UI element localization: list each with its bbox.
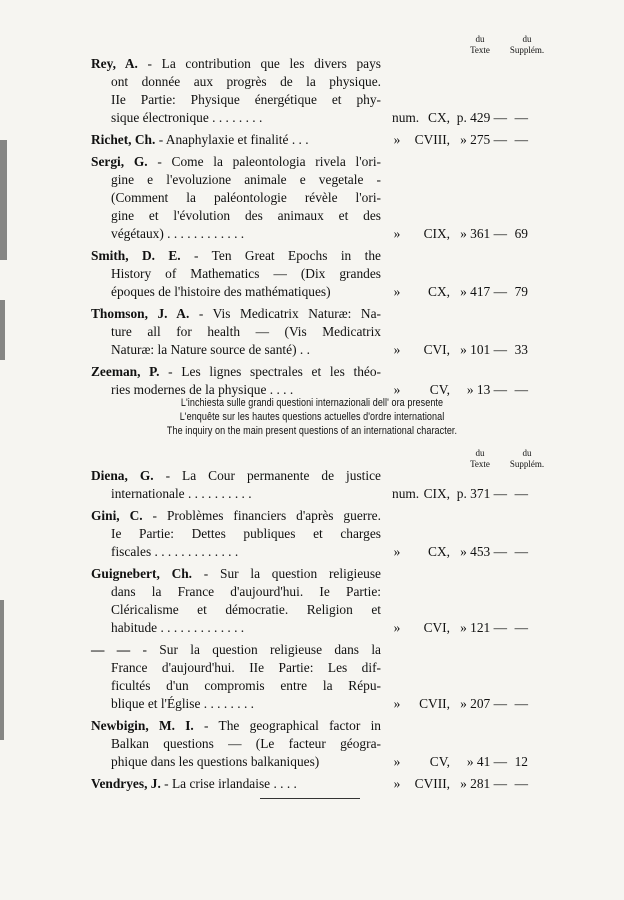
entry-line: France d'aujourd'hui. IIe Partie: Les dif-: [111, 660, 381, 675]
entry-line: ficultés d'un compromis entre la Répu-: [111, 678, 381, 693]
entry-line: Vendryes, J. - La crise irlandaise . . . .: [91, 776, 297, 791]
page-number: » 281 —: [460, 776, 507, 791]
author-name: Thomson, J. A.: [91, 306, 190, 321]
entry-line: (Comment la paléontologie révèle l'ori-: [111, 190, 381, 205]
author-name: Richet, Ch.: [91, 132, 156, 147]
entry-line: phique dans les questions balkaniques): [111, 754, 320, 769]
column-header-supplem-2: du Supplém.: [509, 448, 545, 469]
entry-line: Naturæ: la Nature source de santé) . .: [111, 342, 310, 357]
entry-line: Smith, D. E. - Ten Great Epochs in the: [91, 248, 381, 263]
author-name: — —: [91, 642, 131, 657]
scan-edge-artifact: [0, 600, 4, 740]
section-title-en: The inquiry on the main present questions of an international character.: [166, 425, 458, 437]
page-number: » 453 —: [460, 544, 507, 559]
page-number: » 275 —: [460, 132, 507, 147]
entry-line: habitude . . . . . . . . . . . . .: [111, 620, 245, 635]
volume-number: CX,: [428, 284, 450, 299]
volume-number: CIX,: [423, 486, 450, 501]
supplement-page: —: [514, 696, 528, 711]
entry-line: dans la France d'aujourd'hui. Ie Partie:: [111, 584, 381, 599]
author-name: Guignebert, Ch.: [91, 566, 193, 581]
supplement-page: —: [514, 620, 528, 635]
bibliography-entry: [91, 565, 381, 637]
entry-line: blique et l'Église . . . . . . . .: [111, 696, 254, 711]
bibliography-entry: [91, 641, 381, 713]
ditto-mark: »: [393, 620, 401, 635]
bibliography-entry: [91, 363, 381, 399]
volume-number: CV,: [429, 382, 450, 397]
ditto-mark: »: [393, 754, 401, 769]
entry-line: Thomson, J. A. - Vis Medicatrix Naturæ: Na-: [91, 306, 381, 321]
author-name: Zeeman, P.: [91, 364, 160, 379]
author-name: Vendryes, J.: [91, 776, 161, 791]
bibliography-entry: [91, 775, 381, 793]
supplement-page: 79: [514, 284, 528, 299]
entry-line: fiscales . . . . . . . . . . . . .: [111, 544, 239, 559]
ditto-mark: »: [393, 226, 401, 241]
column-header-texte-2: du Texte: [470, 448, 490, 469]
ditto-mark: »: [393, 284, 401, 299]
column-header-supplem: du Supplém.: [509, 34, 545, 55]
bibliography-entry: [91, 305, 381, 359]
supplement-page: —: [514, 132, 528, 147]
entry-line: — — - Sur la question religieuse dans la: [91, 642, 381, 657]
entry-line: époques de l'histoire des mathématiques): [111, 284, 331, 299]
page-number: » 417 —: [460, 284, 507, 299]
volume-number: CVII,: [419, 696, 450, 711]
bibliography-entry: [91, 247, 381, 301]
page-number: » 13 —: [466, 382, 507, 397]
entry-line: Gini, C. - Problèmes financiers d'après guerre.: [91, 508, 381, 523]
supplement-page: —: [514, 110, 528, 125]
supplement-page: —: [514, 486, 528, 501]
supplement-page: —: [514, 544, 528, 559]
bibliography-entry: [91, 467, 381, 503]
author-name: Gini, C.: [91, 508, 143, 523]
entry-line: gine et l'évolution des animaux et des: [111, 208, 381, 223]
bibliography-entry: [91, 131, 381, 149]
volume-number: CX,: [428, 110, 450, 125]
author-name: Newbigin, M. I.: [91, 718, 194, 733]
ditto-mark: »: [393, 696, 401, 711]
page-number: p. 371 —: [456, 486, 507, 501]
page-number: » 41 —: [466, 754, 507, 769]
volume-number: CIX,: [423, 226, 450, 241]
author-name: Diena, G.: [91, 468, 154, 483]
supplement-page: —: [514, 776, 528, 791]
ditto-mark: »: [393, 544, 401, 559]
ditto-mark: num.: [392, 110, 420, 125]
ditto-mark: »: [393, 776, 401, 791]
bibliography-entry: [91, 55, 381, 127]
page-number: » 101 —: [460, 342, 507, 357]
page-number: p. 429 —: [456, 110, 507, 125]
scan-edge-artifact: [0, 140, 7, 260]
ditto-mark: »: [393, 132, 401, 147]
entry-line: Richet, Ch. - Anaphylaxie et finalité . . .: [91, 132, 309, 147]
entry-line: sique électronique . . . . . . . .: [111, 110, 263, 125]
entry-line: Cléricalisme et démocratie. Religion et: [111, 602, 381, 617]
author-name: Sergi, G.: [91, 154, 148, 169]
volume-number: CV,: [429, 754, 450, 769]
page-number: » 361 —: [460, 226, 507, 241]
entry-line: Sergi, G. - Come la paleontologia rivela l'ori-: [91, 154, 381, 169]
entry-line: ont donnée aux progrès de la physique.: [111, 74, 381, 89]
volume-number: CVI,: [423, 342, 450, 357]
entry-line: Rey, A. - La contribution que les divers pays: [91, 56, 381, 71]
bibliography-entry: [91, 153, 381, 243]
section-title-fr: L'enquête sur les hautes questions actuelles d'ordre international: [179, 411, 445, 423]
closing-rule: [260, 798, 360, 799]
entry-line: ries modernes de la physique . . . .: [111, 382, 294, 397]
ditto-mark: »: [393, 382, 401, 397]
volume-number: CX,: [428, 544, 450, 559]
supplement-page: —: [514, 382, 528, 397]
scan-edge-artifact: [0, 300, 5, 360]
supplement-page: 12: [514, 754, 528, 769]
ditto-mark: num.: [392, 486, 420, 501]
section-title-it: L'inchiesta sulle grandi questioni internazionali dell' ora presente: [180, 397, 444, 409]
volume-number: CVIII,: [414, 776, 450, 791]
entry-line: internationale . . . . . . . . . .: [111, 486, 252, 501]
page-number: » 121 —: [460, 620, 507, 635]
page-number: » 207 —: [460, 696, 507, 711]
entry-line: ture all for health — (Vis Medicatrix: [111, 324, 381, 339]
bibliography-entry: [91, 507, 381, 561]
supplement-page: 69: [514, 226, 528, 241]
entry-line: Zeeman, P. - Les lignes spectrales et les théo-: [91, 364, 381, 379]
volume-number: CVI,: [423, 620, 450, 635]
entry-line: Ie Partie: Dettes publiques et charges: [111, 526, 381, 541]
entry-line: History of Mathematics — (Dix grandes: [111, 266, 381, 281]
entry-line: Balkan questions — (Le facteur géogra-: [111, 736, 381, 751]
volume-number: CVIII,: [414, 132, 450, 147]
column-header-texte: du Texte: [470, 34, 490, 55]
entry-line: IIe Partie: Physique énergétique et phy-: [111, 92, 381, 107]
supplement-page: 33: [514, 342, 528, 357]
ditto-mark: »: [393, 342, 401, 357]
author-name: Smith, D. E.: [91, 248, 181, 263]
author-name: Rey, A.: [91, 56, 138, 71]
entry-line: Guignebert, Ch. - Sur la question religieuse: [91, 566, 381, 581]
bibliography-entry: [91, 717, 381, 771]
entry-line: gine e l'evoluzione animale e vegetale -: [111, 172, 381, 187]
entry-line: Newbigin, M. I. - The geographical factor in: [91, 718, 382, 733]
entry-line: végétaux) . . . . . . . . . . . .: [111, 226, 245, 241]
entry-line: Diena, G. - La Cour permanente de justice: [91, 468, 382, 483]
